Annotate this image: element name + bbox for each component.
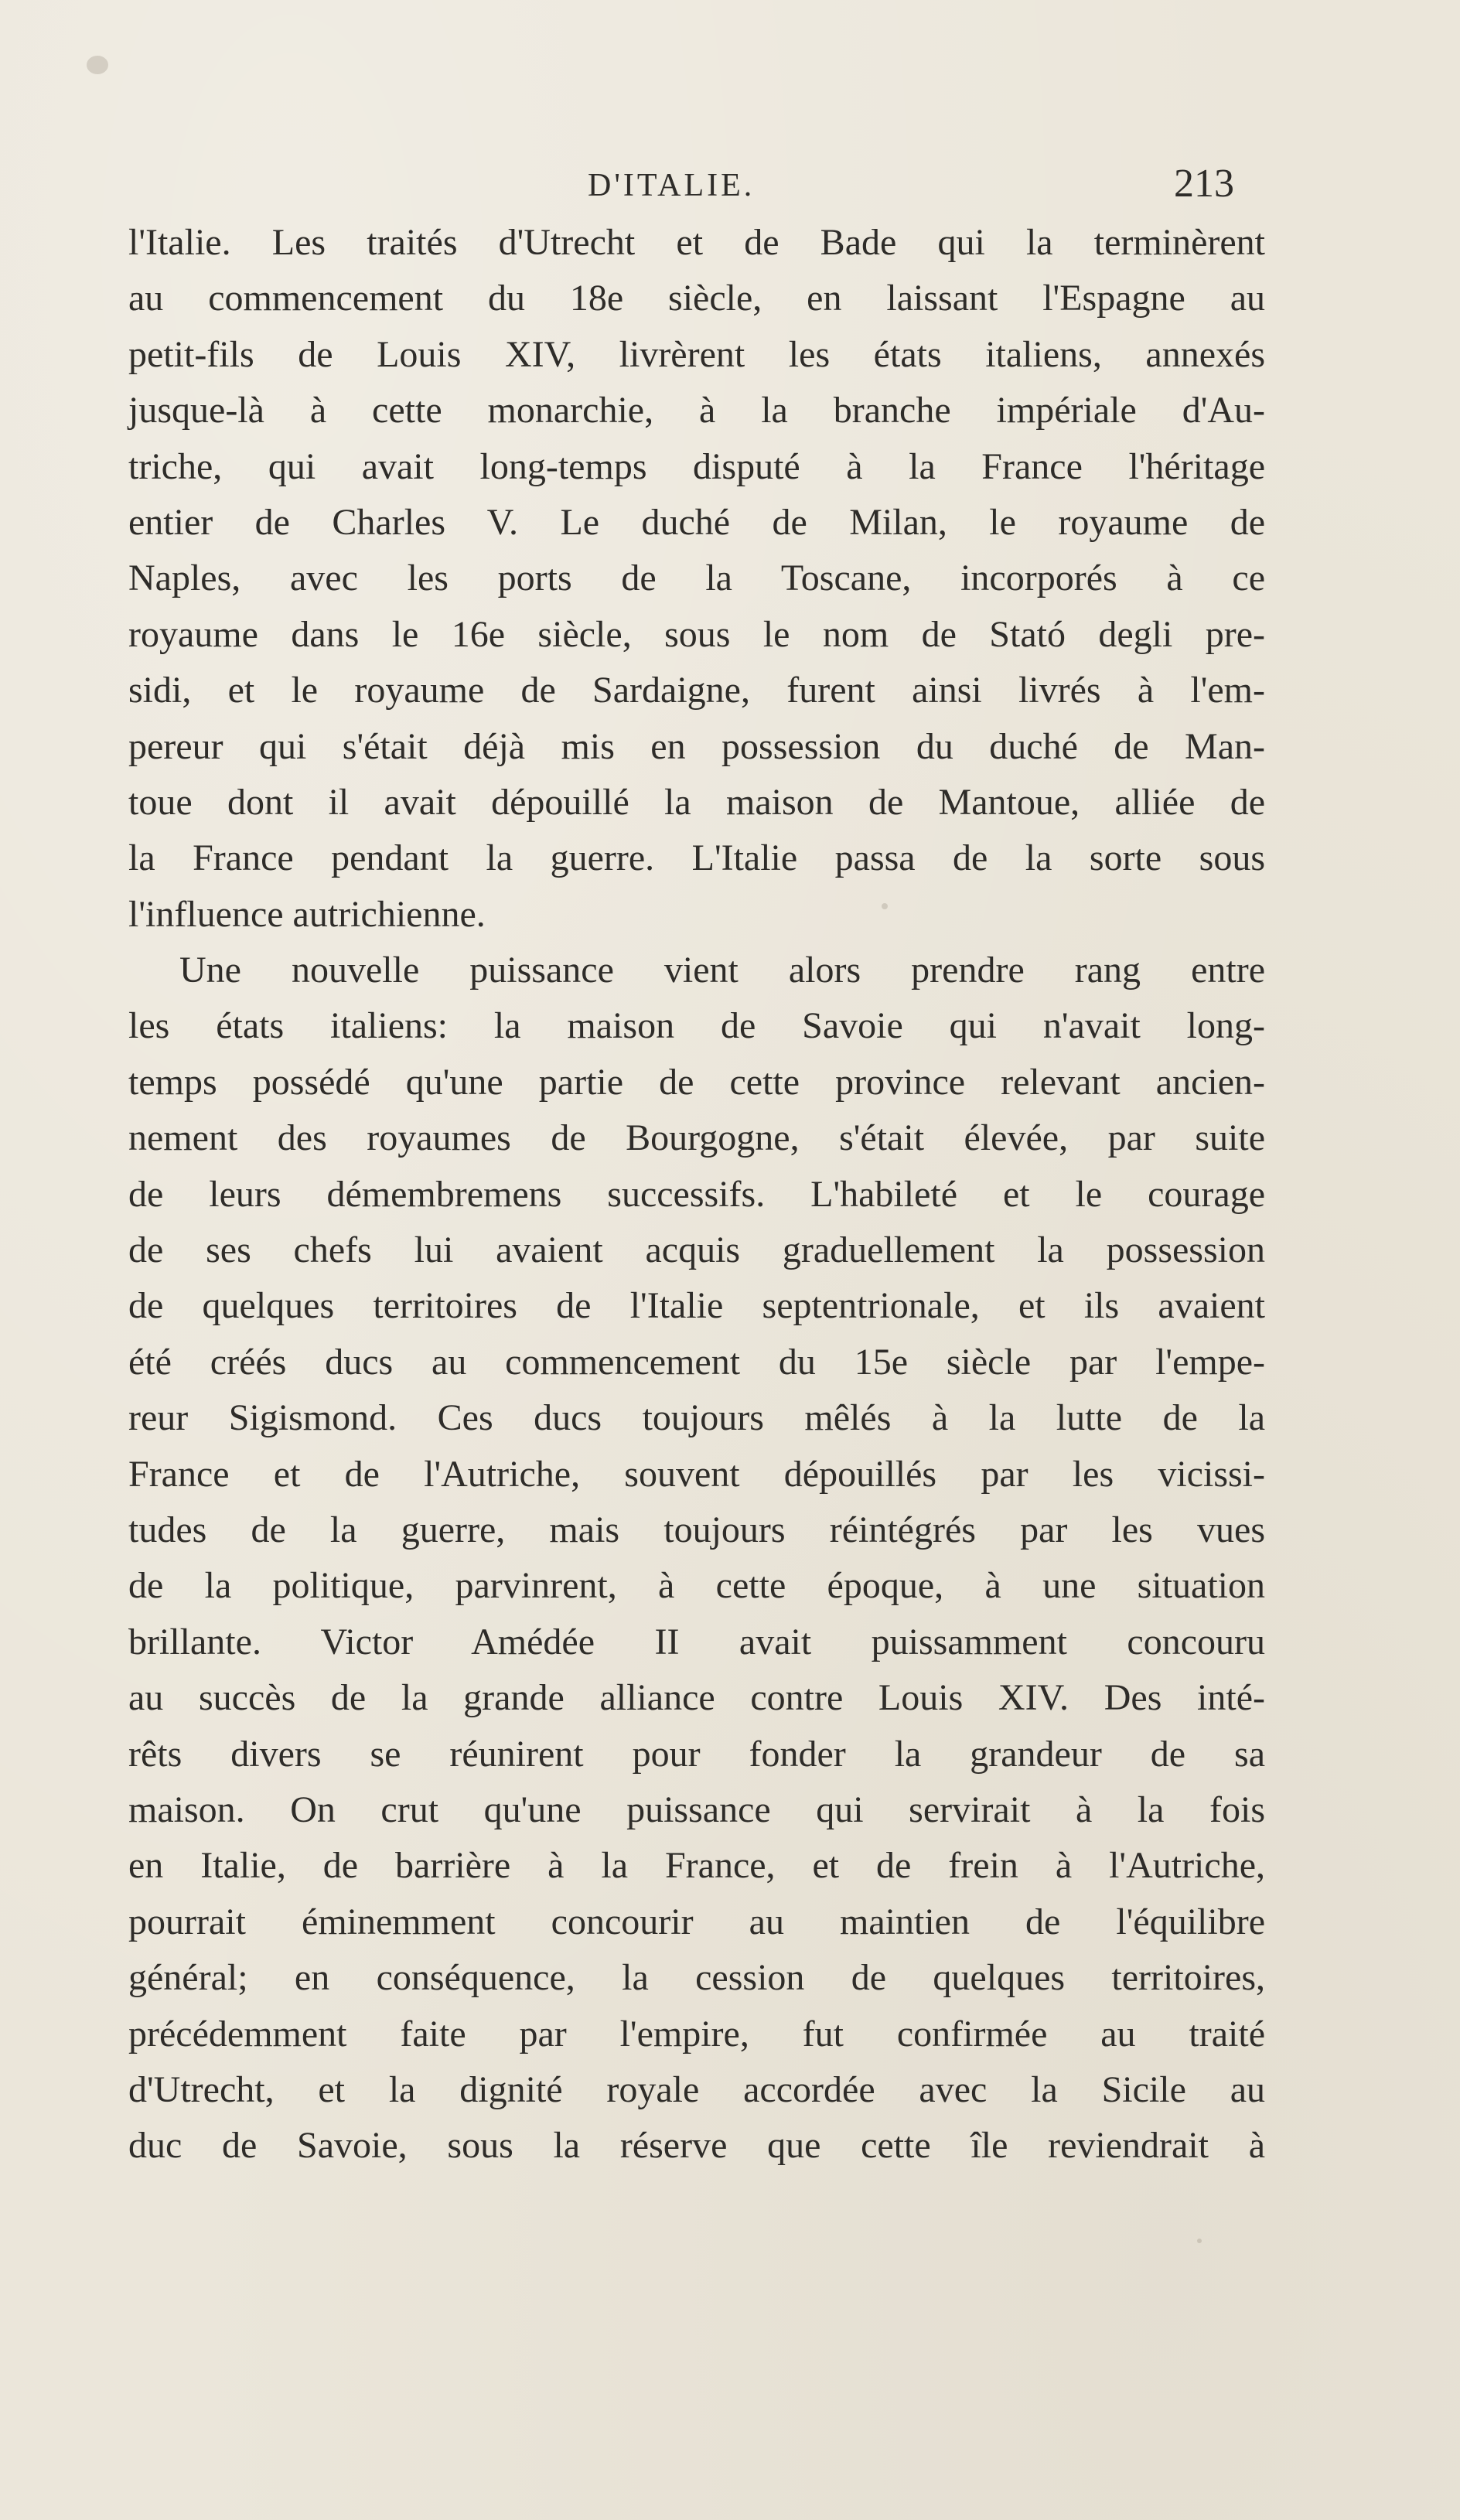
text-line: nement des royaumes de Bourgogne, s'était élevée, par suite — [128, 1117, 1265, 1159]
paper-stain — [87, 56, 108, 74]
body-text — [128, 215, 1265, 2174]
text-line: de la politique, parvinrent, à cette époque, à une situation — [128, 1565, 1265, 1607]
text-line: au commencement du 18e siècle, en laissant l'Espagne au — [128, 278, 1265, 319]
text-line: l'influence autrichienne. — [128, 893, 486, 935]
text-line: précédemment faite par l'empire, fut confirmée au traité — [128, 2013, 1265, 2055]
running-head: D'ITALIE. — [588, 168, 756, 203]
text-line: brillante. Victor Amédée II avait puissamment concouru — [128, 1621, 1265, 1662]
text-line: France et de l'Autriche, souvent dépouillés par les vicissi- — [128, 1453, 1265, 1495]
text-line: entier de Charles V. Le duché de Milan, le royaume de — [128, 501, 1265, 543]
text-line: toue dont il avait dépouillé la maison de Mantoue, alliée de — [128, 781, 1265, 823]
text-line: les états italiens: la maison de Savoie qui n'avait long- — [128, 1005, 1265, 1047]
text-line: Naples, avec les ports de la Toscane, incorporés à ce — [128, 558, 1265, 599]
text-line: général; en conséquence, la cession de quelques territoires, — [128, 1957, 1265, 1999]
text-line: petit-fils de Louis XIV, livrèrent les états italiens, annexés — [128, 333, 1265, 375]
text-line: maison. On crut qu'une puissance qui servirait à la fois — [128, 1789, 1265, 1830]
text-line: de quelques territoires de l'Italie septentrionale, et ils avaient — [128, 1285, 1265, 1327]
text-line: triche, qui avait long-temps disputé à la France l'héritage — [128, 445, 1265, 487]
text-line: rêts divers se réunirent pour fonder la grandeur de sa — [128, 1733, 1265, 1775]
text-line: d'Utrecht, et la dignité royale accordée avec la Sicile au — [128, 2068, 1265, 2110]
page-number: 213 — [1174, 162, 1234, 206]
text-line: au succès de la grande alliance contre Louis XIV. Des inté- — [128, 1677, 1265, 1719]
text-line: royaume dans le 16e siècle, sous le nom de Stató degli pre- — [128, 613, 1265, 655]
text-line: l'Italie. Les traités d'Utrecht et de Bade qui la terminèrent — [128, 222, 1265, 263]
text-line: de ses chefs lui avaient acquis graduellement la possession — [128, 1229, 1265, 1271]
text-line: la France pendant la guerre. L'Italie passa de la sorte sous — [128, 837, 1265, 879]
page-header — [0, 159, 1460, 206]
text-line: duc de Savoie, sous la réserve que cette île reviendrait à — [128, 2125, 1265, 2167]
paper-stain — [1197, 2239, 1202, 2243]
text-line: pereur qui s'était déjà mis en possession du duché de Man- — [128, 725, 1265, 767]
text-line: tudes de la guerre, mais toujours réintégrés par les vues — [128, 1509, 1265, 1550]
text-line: sidi, et le royaume de Sardaigne, furent ainsi livrés à l'em- — [128, 670, 1265, 711]
text-line: été créés ducs au commencement du 15e siècle par l'empe- — [128, 1341, 1265, 1383]
text-line: jusque-là à cette monarchie, à la branche impériale d'Au- — [128, 390, 1265, 431]
paragraph-start-line: Une nouvelle puissance vient alors prendre rang entre — [179, 950, 1265, 991]
text-line: reur Sigismond. Ces ducs toujours mêlés à la lutte de la — [128, 1397, 1265, 1439]
text-line: en Italie, de barrière à la France, et de frein à l'Autriche, — [128, 1845, 1265, 1887]
text-line: pourrait éminemment concourir au maintien de l'équilibre — [128, 1901, 1265, 1942]
text-line: de leurs démembremens successifs. L'habileté et le courage — [128, 1173, 1265, 1215]
text-line: temps possédé qu'une partie de cette province relevant ancien- — [128, 1061, 1265, 1103]
